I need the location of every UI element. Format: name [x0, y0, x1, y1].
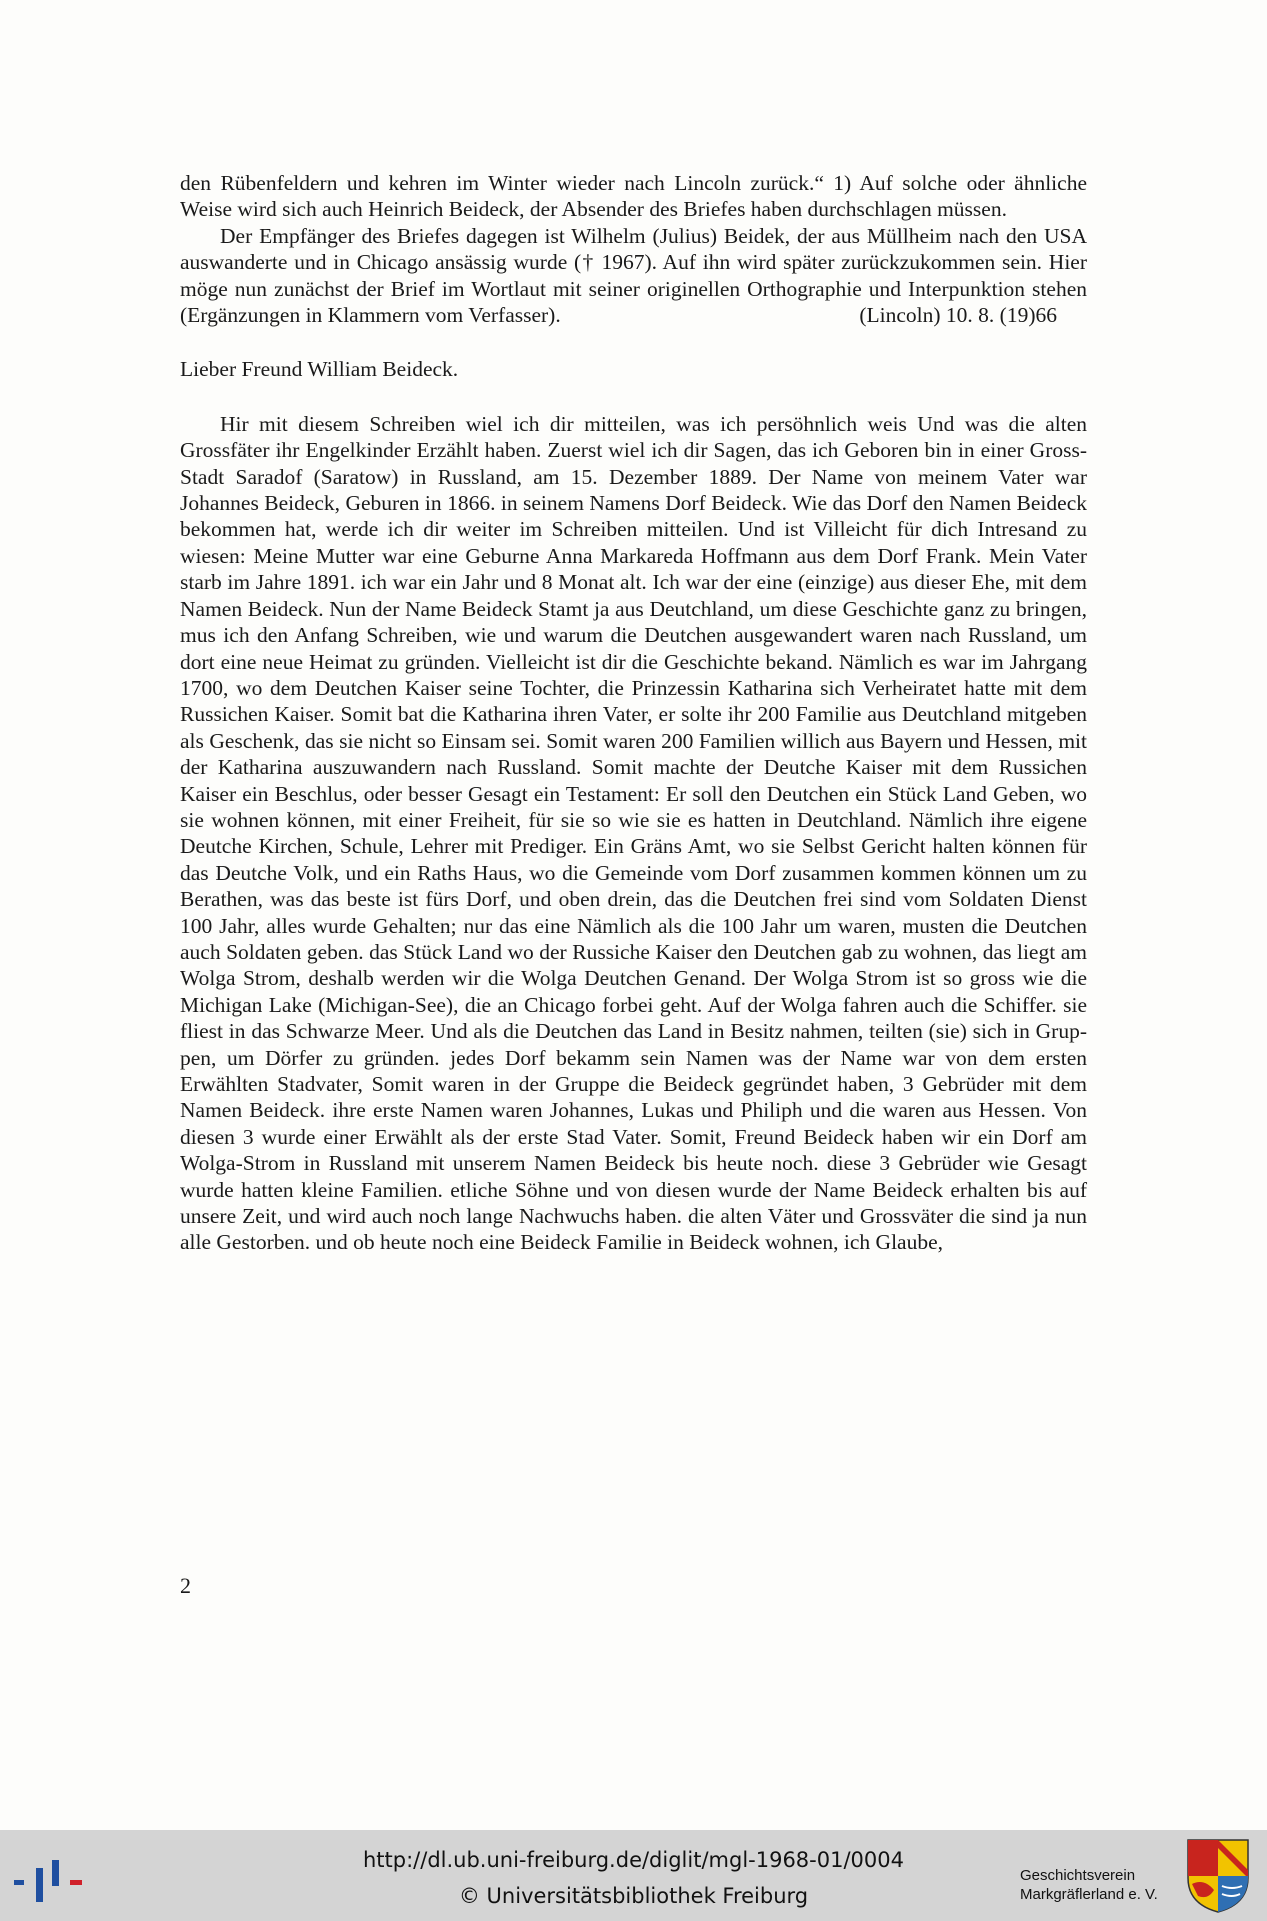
letter-salutation: Lieber Freund William Beideck.	[180, 357, 459, 382]
intro-paragraph-2	[180, 223, 1087, 329]
society-line-2: Markgräflerland e. V.	[1020, 1886, 1158, 1903]
copyright-notice: © Universitätsbibliothek Freiburg	[458, 1884, 809, 1908]
paragraph-gap	[180, 328, 1087, 356]
source-url-link[interactable]: http://dl.ub.uni-freiburg.de/diglit/mgl-1968-01/0004	[362, 1848, 904, 1872]
markgraeflerland-crest-icon[interactable]	[1186, 1838, 1250, 1914]
letter-body: Hir mit diesem Schreiben wiel ich dir mitteilen, was ich persöhnlich weis Und was die alten Grossfäter ihr Engelkinder Erzählt haben. Zuerst wiel ich dir Sagen, das ich Geboren bin in einer Gross-Stadt Saradof (Saratow) in Russland, am 15. Dezember 1889. Der Name von meinem Vater war Johannes Beideck, Geburen in 1866. in seinem Namens Dorf Beideck. Wie das Dorf den Namen Beideck bekommen hat, werde ich dir weiter im Schreiben mitteilen. Und ist Villeicht für dich Intresand zu wiesen: Meine Mutter war eine Geburne Anna Markareda Hoffmann aus dem Dorf Frank. Mein Vater starb im Jahre 1891. ich war ein Jahr und 8 Monat alt. Ich war der eine (einzige) aus dieser Ehe, mit dem Namen Beideck. Nun der Name Beideck Stamt ja aus Deutchland, um diese Geschichte ganz zu bringen, mus ich den Anfang Schreiben, wie und warum die Deutchen ausgewandert waren nach Russland, um dort eine neue Heimat zu gründen. Vielleicht ist dir die Geschichte bekand. Nämlich es war im Jahrgang 1700, wo dem Deutchen Kaiser seine Tochter, die Prinzessin Katharina sich Verheiratet hatte mit dem Russichen Kaiser. Somit bat die Katharina ihren Vater, er solte ihr 200 Familie aus Deutchland mitgeben als Geschenk, das sie nicht so Einsam sei. Somit waren 200 Familien willich aus Bayern und Hessen, mit der Katharina auszuwandern nach Russland. Somit machte der Deutche Kaiser mit dem Russichen Kaiser ein Beschlus, oder besser Gesagt ein Testament: Er soll den Deutchen ein Stück Land Geben, wo sie wohnen können, mit einer Freiheit, für sie so wie sie es hatten in Deutchland. Nämlich ihre eigene Deutche Kirchen, Schule, Lehrer mit Prediger. Ein Gräns Amt, wo sie Selbst Gericht halten können für das Deutche Volk, und ein Raths Haus, wo die Gemeinde vom Dorf zusammen kommen können um zu Berathen, was das beste ist fürs Dorf, und oben drein, das die Deutchen frei sind vom Soldaten Dienst 100 Jahr, alles wurde Gehalten; nur das eine Nämlich als die 100 Jahr um waren, musten die Deutchen auch Soldaten geben. das Stück Land wo der Russiche Kaiser den Deutchen gab zu wohnen, das liegt am Wolga Strom, deshalb werden wir die Wolga Deutchen Genand. Der Wolga Strom ist so gross wie die Michigan Lake (Michigan-See), die an Chicago forbei geht. Auf der Wolga fahren auch die Schiffer. sie fliest in das Schwarze Meer. Und als die Deutchen das Land in Besitz nahmen, teilten (sie) sich in Gruppen, um Dörfer zu gründen. jedes Dorf bekamm sein Namen was der Name war von dem ersten Erwählten Stadvater, Somit waren in der Gruppe die Beideck gegründet haben, 3 Gebrüder mit dem Namen Beideck. ihre erste Namen waren Johannes, Lukas und Philiph und die waren aus Hessen. Von diesen 3 wurde einer Erwählt als der erste Stad Vater. Somit, Freund Beideck haben wir ein Dorf am Wolga-Strom in Russland mit unserem Namen Beideck bis heute noch. diese 3 Gebrüder wie Gesagt wurde hatten kleine Familien. etliche Söhne und von diesen wurde der Name Beideck erhalten bis auf unsere Zeit, und wird auch noch lange Nachwuchs haben. die alten Väter und Grossväter die sind ja nun alle Gestorben. und ob heute noch eine Beideck Familie in Beideck wohnen, ich Glaube,	[180, 411, 1087, 1255]
intro-paragraph-1: den Rübenfeldern und kehren im Winter wieder nach Lincoln zurück.“ 1) Auf solche oder ähnliche Weise wird sich auch Heinrich Beideck, der Absender des Briefes haben durchschlagen müssen.	[180, 171, 1087, 222]
letter-dateline: (Lincoln) 10. 8. (19)66	[859, 303, 1057, 328]
society-line-1: Geschichtsverein	[1020, 1867, 1136, 1884]
paragraph-gap	[180, 383, 1087, 411]
footer-bar	[0, 1830, 1267, 1921]
body-text	[180, 170, 1087, 1256]
intro-paragraph-2-text: Der Empfänger des Briefes dagegen ist Wilhelm (Julius) Beidek, der aus Müllheim nach den USA auswanderte und in Chicago ansässig wurde († 1967). Auf ihn wird später zurückzukommen sein. Hier möge nun zunächst der Brief im Wortlaut mit seiner originellen Orthographie und Interpunktion stehen (Ergänzungen in Klammern vom Verfasser).	[180, 223, 1087, 328]
society-name	[1020, 1866, 1180, 1904]
page-number: 2	[180, 1573, 191, 1598]
